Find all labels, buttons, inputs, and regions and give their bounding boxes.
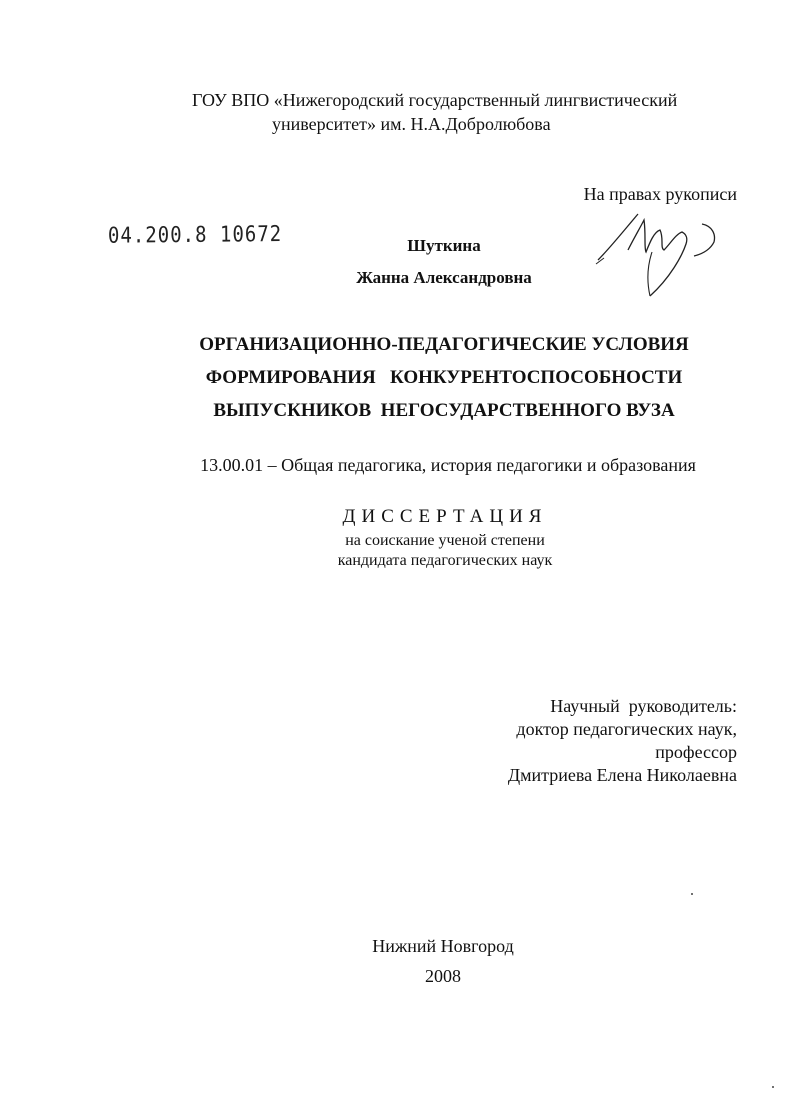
supervisor-block bbox=[508, 695, 737, 787]
institution-line-2: университет» им. Н.А.Добролюбова bbox=[272, 114, 551, 134]
dissertation-type: ДИССЕРТАЦИЯ bbox=[342, 506, 548, 527]
supervisor-name: Дмитриева Елена Николаевна bbox=[507, 765, 737, 785]
city: Нижний Новгород bbox=[372, 936, 514, 956]
purpose-line-1: на соискание ученой степени bbox=[345, 532, 545, 549]
signature-icon bbox=[590, 208, 730, 308]
title-line-3: ВЫПУСКНИКОВ НЕГОСУДАРСТВЕННОГО ВУЗА bbox=[213, 400, 675, 421]
supervisor-rank: профессор bbox=[655, 742, 737, 762]
scan-speck bbox=[772, 1086, 774, 1088]
dissertation-purpose bbox=[0, 531, 791, 571]
dissertation-title bbox=[0, 328, 791, 427]
purpose-line-2: кандидата педагогических наук bbox=[337, 552, 553, 569]
title-line-2: ФОРМИРОВАНИЯ КОНКУРЕНТОСПОСОБНОСТИ bbox=[205, 367, 683, 388]
title-line-1: ОРГАНИЗАЦИОННО-ПЕДАГОГИЧЕСКИЕ УСЛОВИЯ bbox=[199, 334, 689, 355]
supervisor-degree: доктор педагогических наук, bbox=[516, 719, 737, 739]
manuscript-rights-note: На правах рукописи bbox=[583, 184, 737, 204]
scan-speck bbox=[691, 893, 693, 895]
institution-line-1: ГОУ ВПО «Нижегородский государственный лингвистический bbox=[192, 90, 678, 110]
author-given-names: Жанна Александровна bbox=[356, 268, 532, 287]
author-surname: Шуткина bbox=[407, 236, 481, 255]
supervisor-label: Научный руководитель: bbox=[550, 696, 737, 716]
year: 2008 bbox=[425, 966, 461, 986]
archive-stamp: 04.200.8 10672 bbox=[107, 221, 283, 249]
specialty-code: 13.00.01 – Общая педагогика, история педагогики и образования bbox=[200, 455, 696, 475]
